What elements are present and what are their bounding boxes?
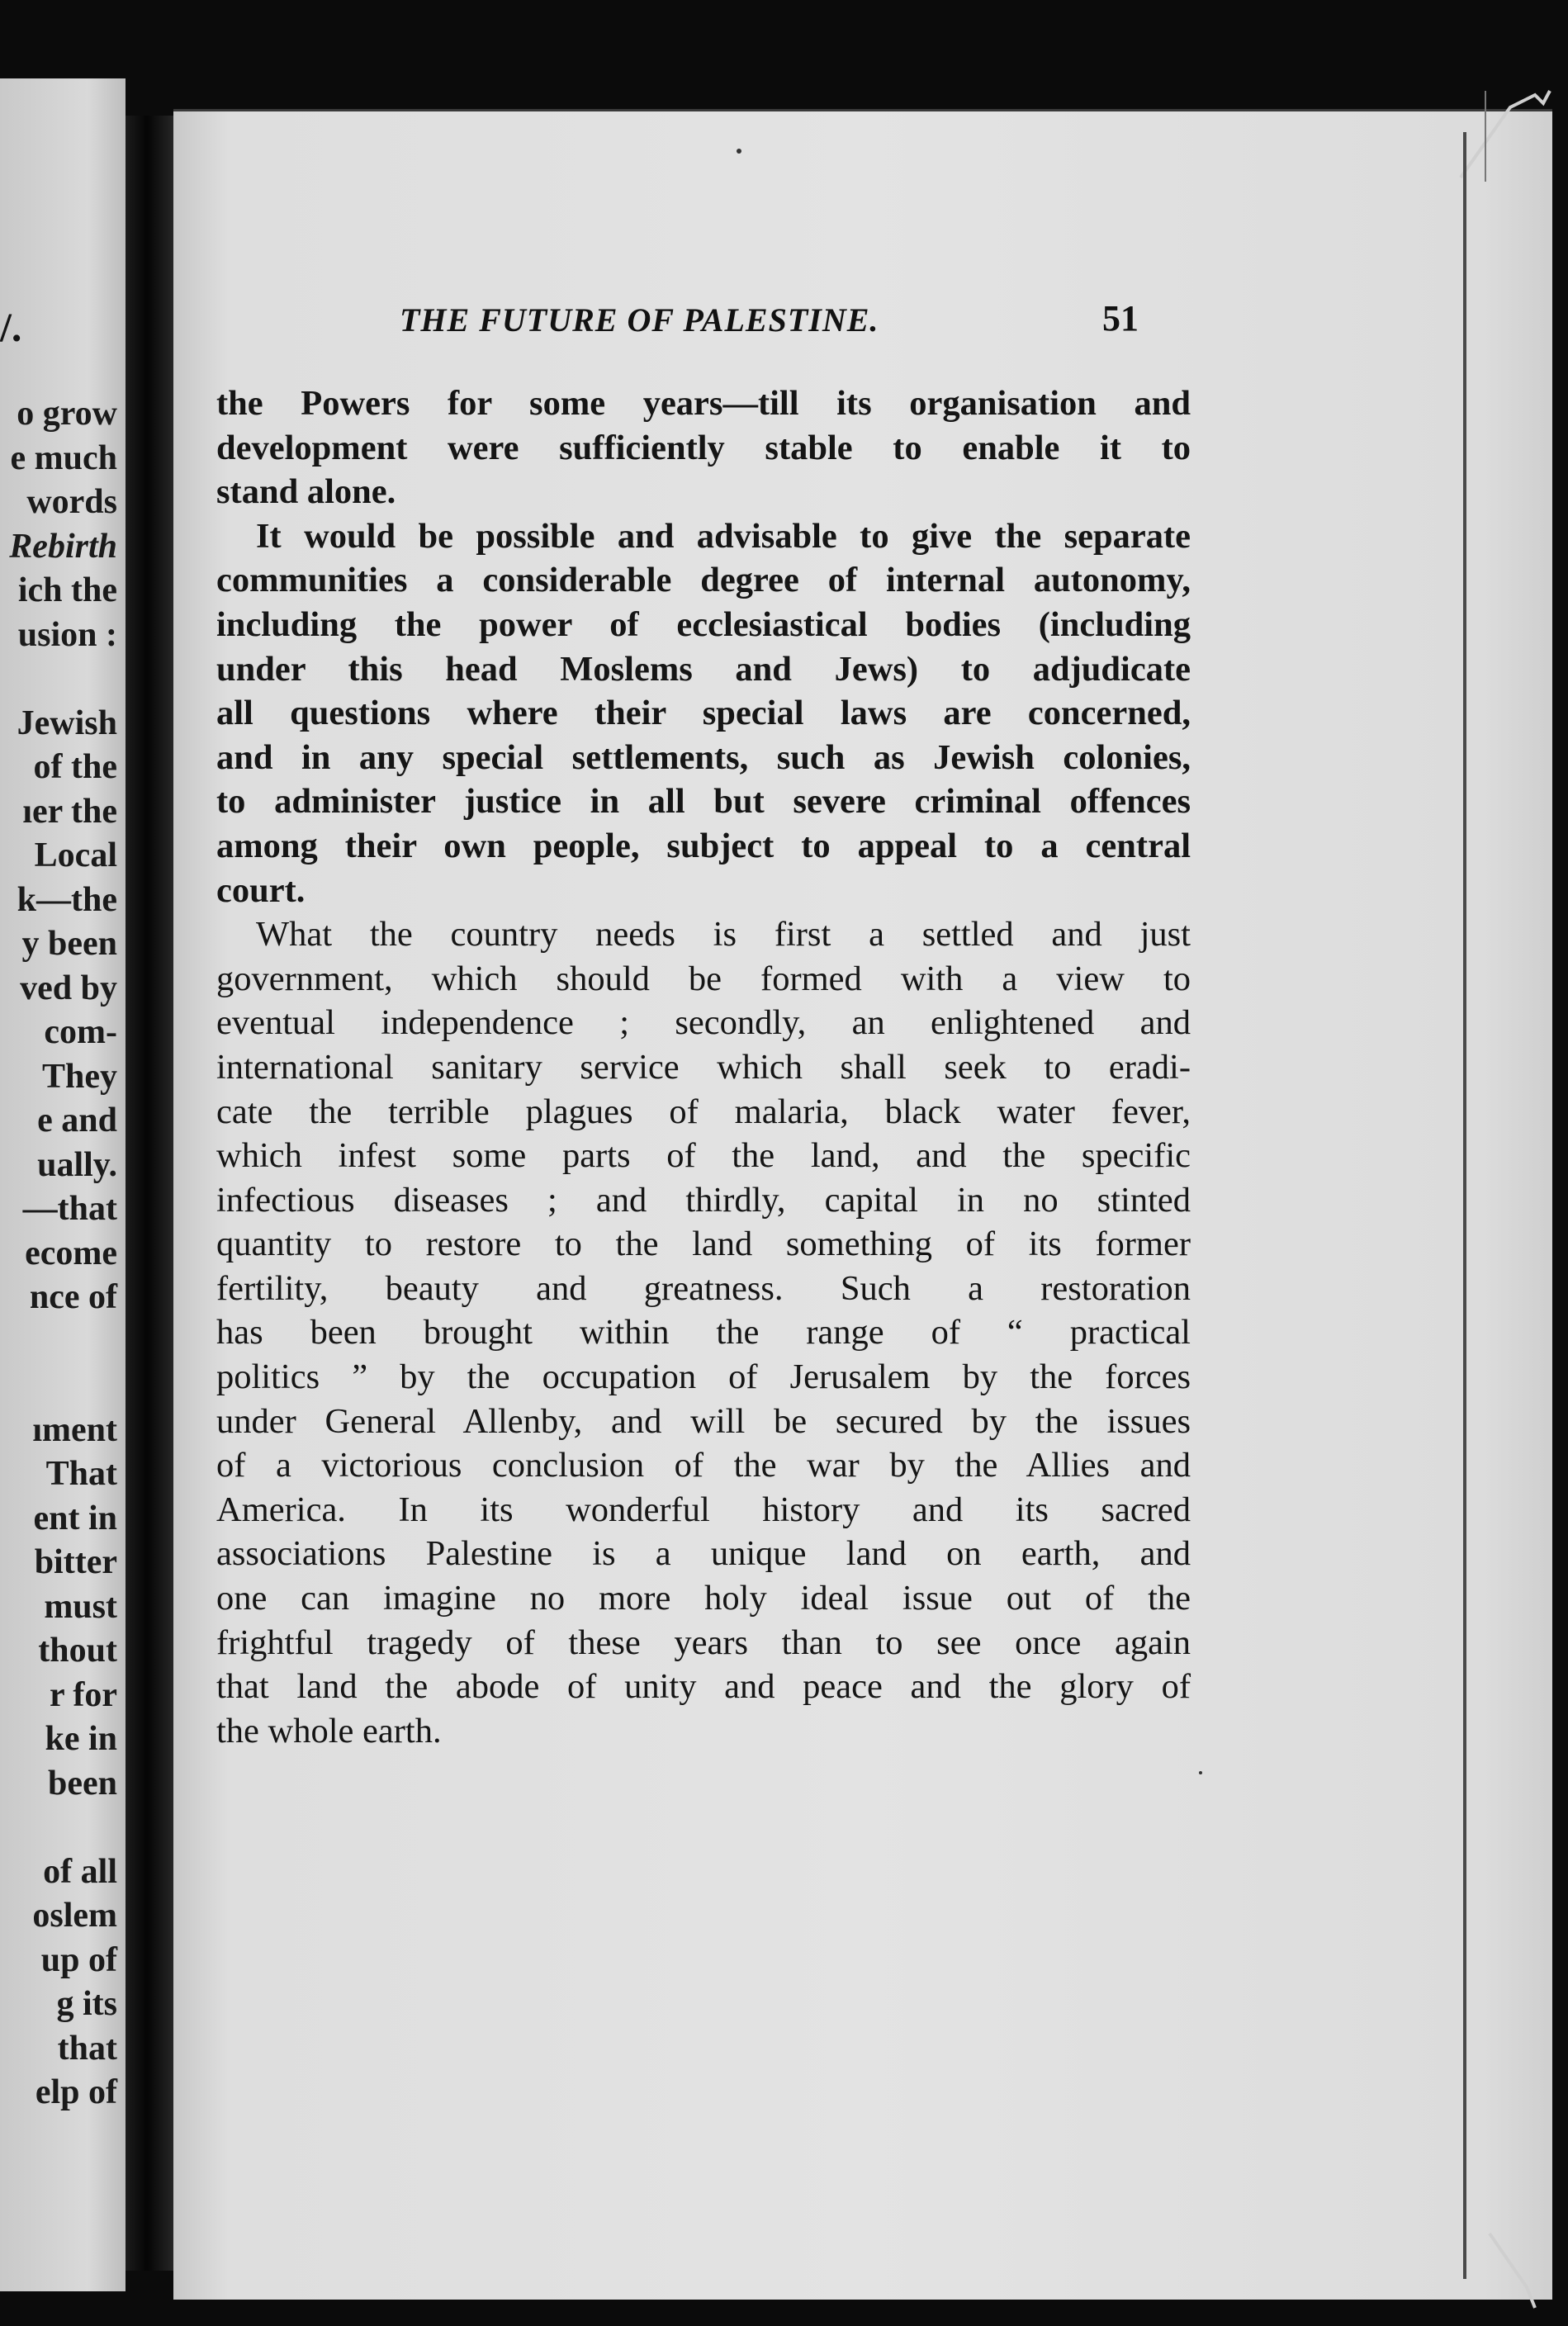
text-line: international sanitary service which shall seek to eradi- (216, 1047, 1191, 1087)
left-page-line: ent in (33, 1499, 117, 1537)
text-line: quantity to restore to the land something of its former (216, 1225, 1191, 1264)
text-line: frightful tragedy of these years than to see once again (216, 1623, 1191, 1662)
left-page-line: ıment (32, 1410, 117, 1449)
text-line: all questions where their special laws are concerned, (216, 694, 1191, 733)
left-page-line: been (48, 1764, 117, 1803)
left-page-line: They (41, 1057, 117, 1096)
left-page-line: ke in (45, 1720, 117, 1758)
left-page-line: That (45, 1455, 117, 1493)
text-line: and in any special settlements, such as Jewish colonies, (216, 737, 1191, 777)
page-corner-fold-bottom (1485, 2229, 1551, 2312)
left-page-line: oslem (32, 1897, 117, 1935)
text-line: stand alone. (216, 472, 396, 512)
left-page-line: e much (10, 438, 117, 477)
left-page-line: k—the (17, 880, 117, 919)
left-page-line: up of (40, 1940, 117, 1979)
left-page-gap (0, 1364, 117, 1409)
paragraph (216, 514, 1191, 912)
dust-speck (1199, 1771, 1202, 1774)
left-page-fragment (0, 78, 126, 2291)
text-line: infectious diseases ; and thirdly, capital in no stinted (216, 1180, 1191, 1220)
text-line: development were sufficiently stable to enable it to (216, 428, 1191, 467)
left-page-line: g its (56, 1985, 117, 2023)
text-line: among their own people, subject to appeal to a central (216, 826, 1191, 865)
text-line: America. In its wonderful history and its sacred (216, 1490, 1191, 1529)
left-page-line: Local (34, 836, 117, 874)
left-page-line: ved by (20, 969, 117, 1007)
left-page-line: of the (33, 748, 117, 786)
book-gutter (126, 116, 173, 2271)
text-line: one can imagine no more holy ideal issue out of the (216, 1579, 1191, 1618)
text-line: eventual independence ; secondly, an enlightened and (216, 1003, 1191, 1043)
text-line: has been brought within the range of “ practical (216, 1313, 1191, 1352)
text-line: cate the terrible plagues of malaria, black water fever, (216, 1092, 1191, 1131)
left-page-line: ecome (25, 1234, 117, 1272)
left-page-gap (0, 657, 117, 702)
left-page-line: that (57, 2029, 117, 2068)
left-page-gap (0, 1320, 117, 1365)
left-page-line: ually. (37, 1145, 117, 1184)
running-head-title: THE FUTURE OF PALESTINE. (400, 301, 879, 339)
text-line: fertility, beauty and greatness. Such a restoration (216, 1268, 1191, 1308)
text-line: of a victorious conclusion of the war by the Allies and (216, 1446, 1191, 1485)
text-line: that land the abode of unity and peace and the glory of (216, 1667, 1191, 1707)
text-line: government, which should be formed with a view to (216, 959, 1191, 998)
text-line: the whole earth. (216, 1711, 442, 1750)
text-line: under this head Moslems and Jews) to adjudicate (216, 649, 1191, 689)
text-line: associations Palestine is a unique land on earth, and (216, 1534, 1191, 1574)
dust-speck (737, 149, 741, 154)
left-page-line: nce of (29, 1278, 117, 1316)
text-line: politics ” by the occupation of Jerusalem by the forces (216, 1357, 1191, 1397)
page-number: 51 (1102, 298, 1139, 339)
left-page-line: words (26, 483, 117, 521)
left-page-line: Rebirth (9, 527, 117, 566)
page-corner-fold-top (1452, 83, 1551, 182)
left-page-line: Jewish (17, 703, 117, 742)
left-page-line: o grow (17, 395, 117, 433)
left-page-line: y been (21, 925, 117, 963)
left-page-line: elp of (35, 2073, 117, 2111)
text-line: the Powers for some years—till its organisation and (216, 384, 1191, 423)
text-line: communities a considerable degree of internal autonomy, (216, 561, 1191, 600)
left-page-line: of all (43, 1852, 117, 1891)
left-page-line: ich the (17, 571, 117, 609)
left-page-line: —that (22, 1190, 117, 1228)
left-page-line: r for (49, 1675, 117, 1714)
text-line: court. (216, 870, 306, 910)
left-page-line: bitter (34, 1543, 117, 1581)
left-page-text-column (0, 392, 117, 2115)
page-body-text (216, 381, 1191, 1753)
left-page-line: com- (44, 1013, 117, 1051)
left-page-header-fragment: /. (0, 304, 22, 350)
running-header (400, 298, 1159, 350)
paragraph (216, 381, 1191, 514)
left-page-gap (0, 1806, 117, 1850)
page-edge-line (1463, 132, 1466, 2279)
text-line: to administer justice in all but severe criminal offences (216, 782, 1191, 822)
text-line: What the country needs is first a settled and just (256, 915, 1191, 955)
text-line: which infest some parts of the land, and the specific (216, 1136, 1191, 1176)
text-line: It would be possible and advisable to give the separate (256, 516, 1191, 556)
left-page-line: thout (38, 1632, 117, 1670)
text-line: including the power of ecclesiastical bodies (including (216, 604, 1191, 644)
left-page-line: e and (37, 1101, 117, 1139)
paragraph (216, 912, 1191, 1753)
left-page-line: usion : (17, 615, 117, 654)
left-page-line: must (44, 1587, 117, 1626)
left-page-line: ıer the (22, 792, 117, 831)
text-line: under General Allenby, and will be secured by the issues (216, 1401, 1191, 1441)
